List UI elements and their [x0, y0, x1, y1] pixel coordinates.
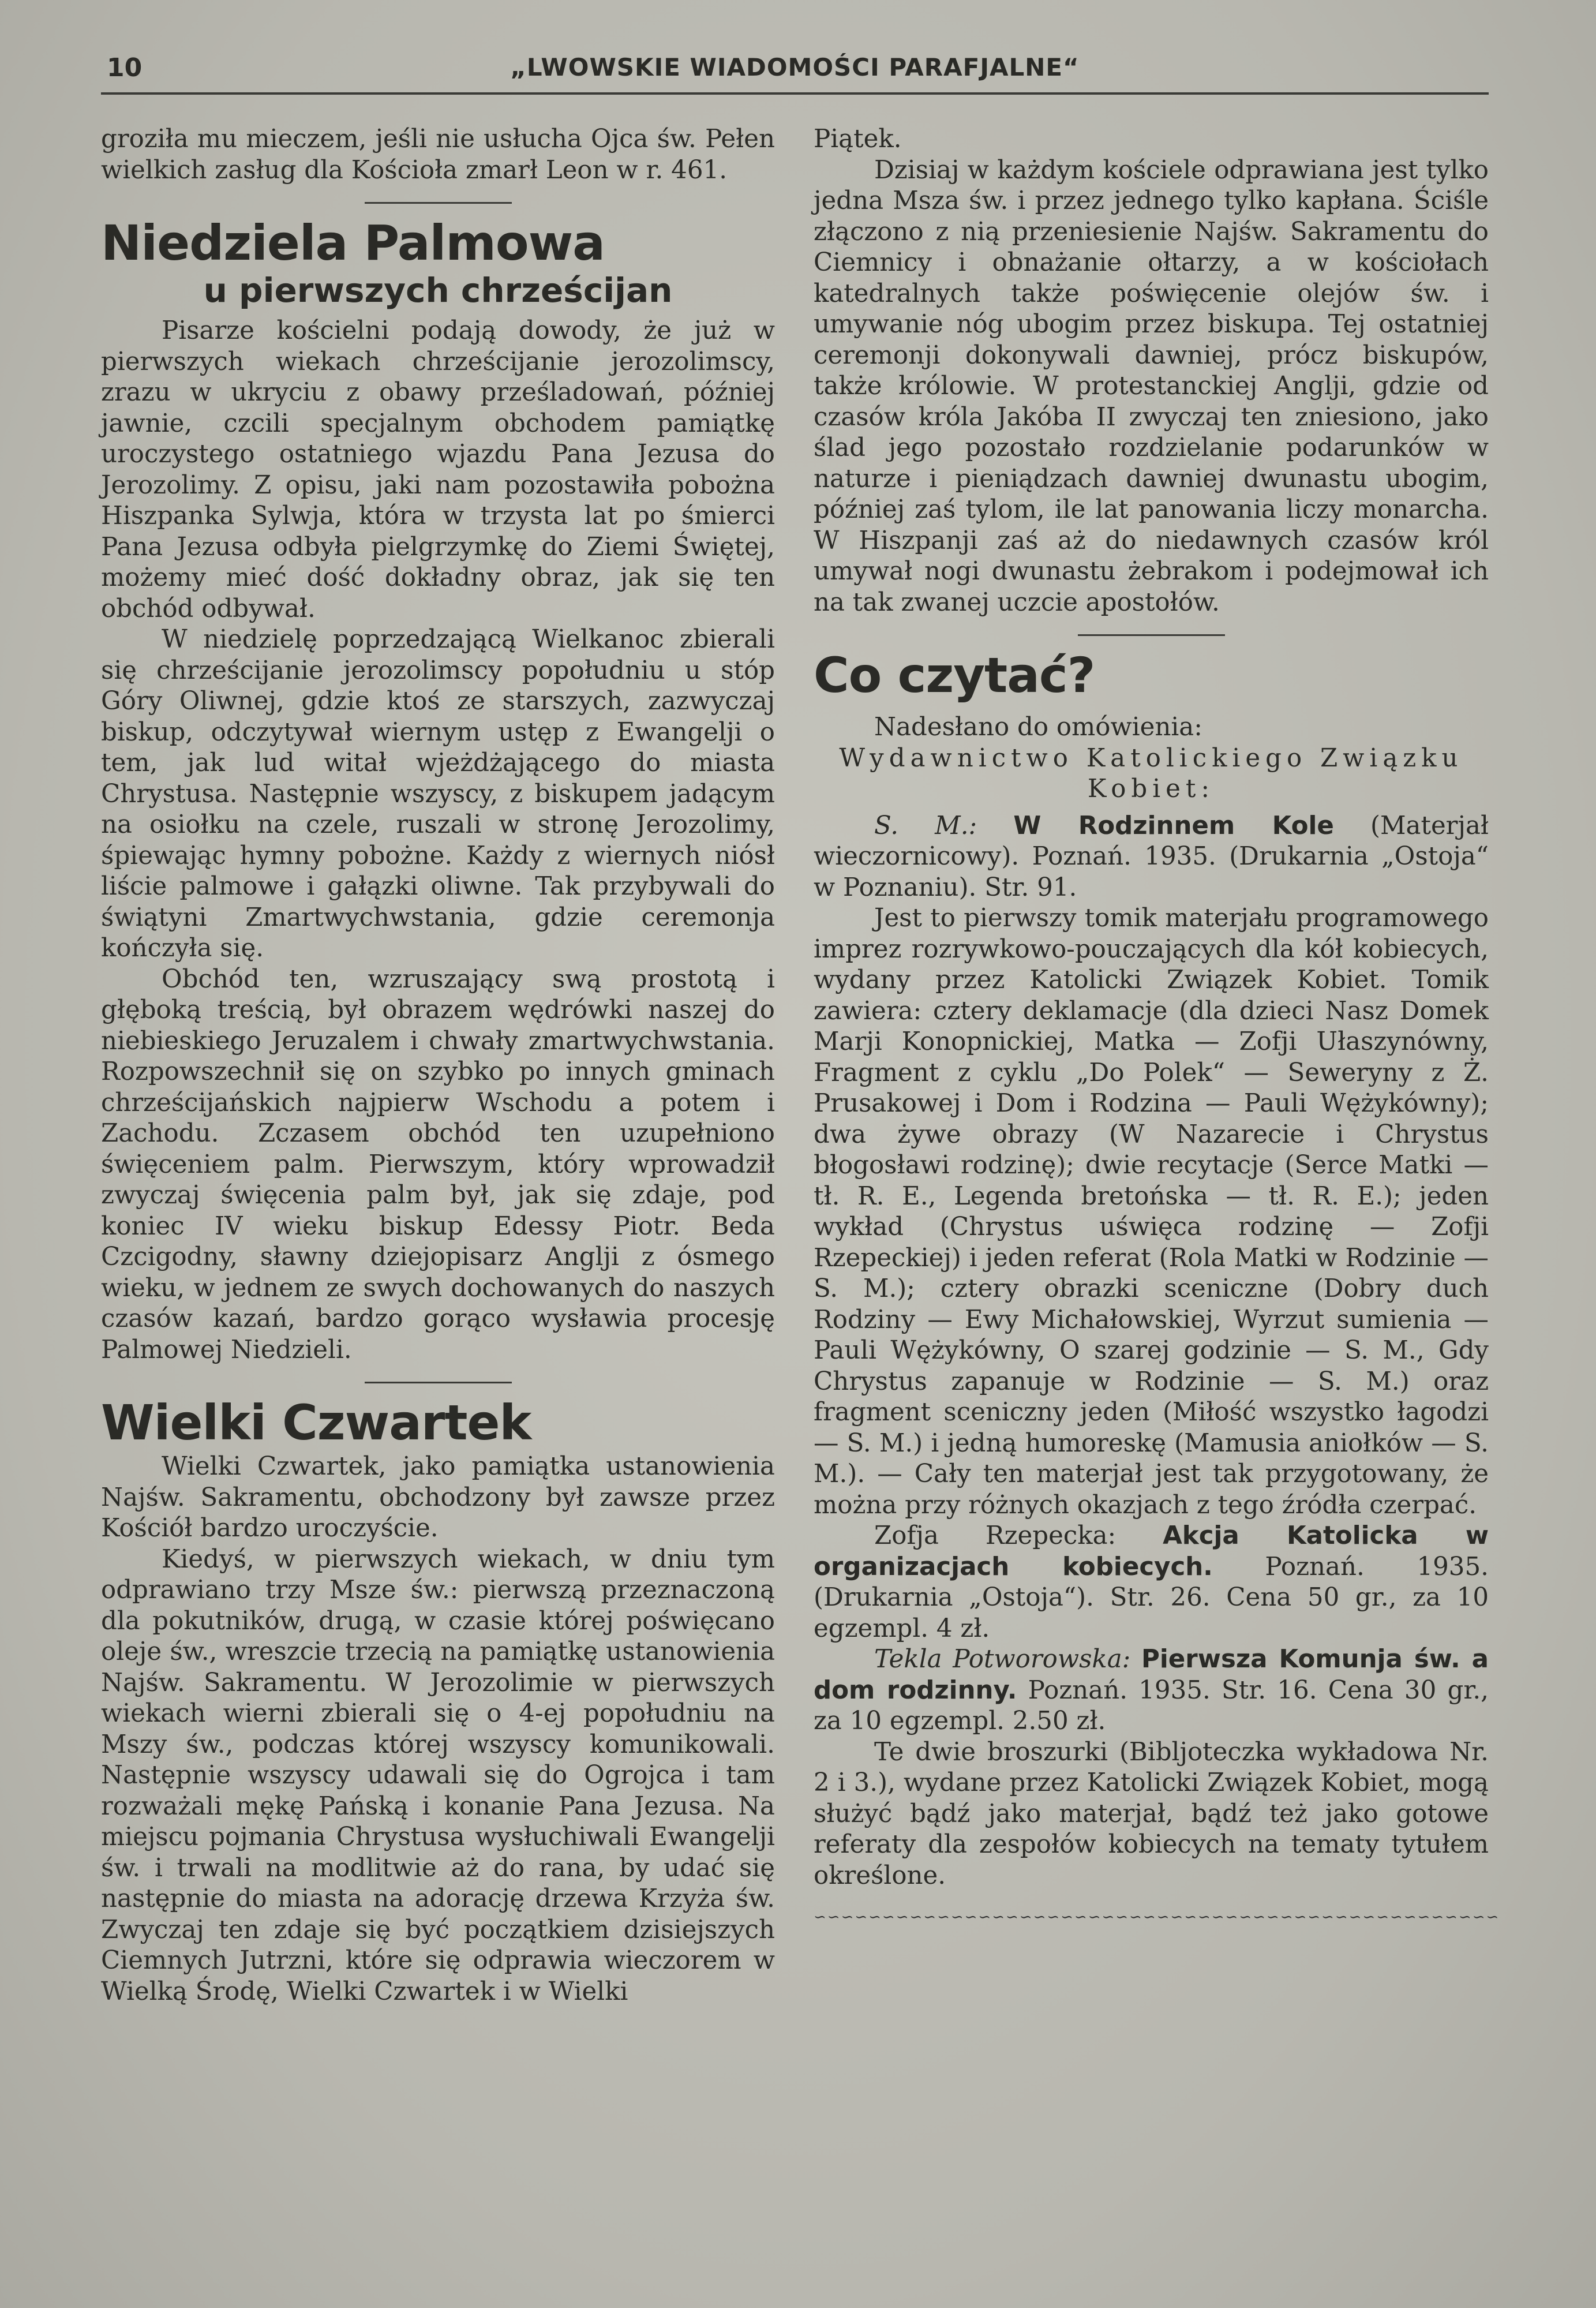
running-title: „LWOWSKIE WIADOMOŚCI PARAFJALNE“	[510, 53, 1080, 81]
review-book-title: W Rodzinnem Kole	[1013, 811, 1334, 840]
paragraph: W niedzielę poprzedzającą Wielkanoc zbierali się chrześcijanie jerozolimscy popołudniu u stóp Góry Oliwnej, gdzie ktoś ze starszych, zazwyczaj biskup, odczytywał wiernym ustęp z Ewangelji o tem, jak lud witał wjeżdżającego do miasta Chrystusa. Następnie wszyscy, z biskupem jadącym na osiołku na czele, ruszali w stronę Jerozolimy, śpiewając hymny pobożne. Każdy z wiernych niósł liście palmowe i gałązki oliwne. Tak przybywali do świątyni Zmartwychwstania, gdzie ceremonja kończyła się.	[101, 625, 775, 963]
right-column	[814, 124, 1500, 2227]
section-subtitle-palm-sunday: u pierwszych chrześcijan	[203, 271, 673, 310]
paragraph: Dzisiaj w każdym kościele odprawiana jest tylko jedna Msza św. i przez jednego tylko kapłana. Ściśle złączono z nią przeniesienie Najśw. Sakramentu do Ciemnicy i obnażanie ołtarzy, a w kościołach katedralnych także poświęcenie olejów św. i umywanie nóg ubogim przez biskupa. Tej ostatniej ceremonji dokonywali dawniej, prócz biskupów, także królowie. W protestanckiej Anglji, gdzie od czasów króla Jakóba II zwyczaj ten zniesiono, jako ślad jego pozostało rozdzielanie podarunków w naturze i pieniądzach dawniej dwunastu ubogim, później zaś tylom, ile lat panowania liczy monarcha. W Hiszpanji zaś aż do niedawnych czasów król umywał nogi dwunastu żebrakom i podejmował ich na tak zwanej uczcie apostołów.	[814, 155, 1489, 617]
review-entry-2	[814, 1521, 1489, 1644]
paragraph: Pisarze kościelni podają dowody, że już w pierwszych wiekach chrześcijanie jerozolimscy, zrazu w ukryciu z obawy prześladowań, później jawnie, czcili specjalnym obchodem pamiątkę uroczystego ostatniego wjazdu Pana Jezusa do Jerozolimy. Z opisu, jaki nam pozostawiła pobożna Hiszpanka Sylwja, która w trzysta lat po śmierci Pana Jezusa odbyła pielgrzymkę do Ziemi Świętej, możemy mieć dość dokładny obraz, jak się ten obchód odbywał.	[101, 316, 775, 623]
divider-rule	[365, 1382, 512, 1383]
section-title-palm-sunday: Niedziela Palmowa	[101, 215, 605, 271]
review-details: Poznań. 1935. (Drukarnia „Ostoja“). Str. 26. Cena 50 gr., za 10 egzempl. 4 zł.	[814, 1552, 1489, 1643]
review-book-title: Akcja Katolicka w organizacjach kobiecych.	[814, 1521, 1489, 1581]
page-number: 10	[107, 53, 143, 83]
ornament-divider: ∽∽∽∽∽∽∽∽∽∽∽∽∽∽∽∽∽∽∽∽∽∽∽∽∽∽∽∽∽∽∽∽∽∽∽∽∽∽∽∽∽∽∽∽∽∽∽∽∽∽	[814, 1909, 1500, 1926]
section-title-holy-thursday: Wielki Czwartek	[101, 1394, 531, 1451]
review-details: Poznań. 1935. Str. 16. Cena 30 gr., za 10 egzempl. 2.50 zł.	[814, 1675, 1489, 1735]
review-book-title: Pierwsza Komunja św. a dom rodzinny.	[814, 1645, 1489, 1705]
review-author: Tekla Potworowska:	[874, 1645, 1131, 1674]
page-header	[101, 46, 1489, 95]
publisher-line: Wydawnictwo Katolickiego Związku Kobiet:	[839, 743, 1463, 803]
review-author: S. M.:	[874, 811, 977, 840]
review-entry-3	[814, 1644, 1489, 1737]
review-entry-1	[814, 811, 1489, 904]
paragraph: Wielki Czwartek, jako pamiątka ustanowienia Najśw. Sakramentu, obchodzony był zawsze przez Kościół bardzo uroczyście.	[101, 1452, 775, 1543]
paragraph: Kiedyś, w pierwszych wiekach, w dniu tym odprawiano trzy Msze św.: pierwszą przeznaczoną dla pokutników, drugą, w czasie której poświęcano oleje św., wreszcie trzecią na pamiątkę ustanowienia Najśw. Sakramentu. W Jerozolimie w pierwszych wiekach wierni zbierali się o 4-ej popołudniu na Mszy św., podczas której wszyscy komunikowali. Następnie wszyscy udawali się do Ogrojca i tam rozważali mękę Pańską i konanie Pana Jezusa. Na miejscu pojmania Chrystusa wysłuchiwali Ewangelji św. i trwali na modlitwie aż do rana, by udać się następnie do miasta na adorację drzewa Krzyża św. Zwyczaj ten zdaje się być początkiem dzisiejszych Ciemnych Jutrzni, które się odprawia wieczorem w Wielką Środę, Wielki Czwartek i w Wielki	[101, 1544, 775, 2006]
section-title-what-to-read: Co czytać?	[814, 647, 1095, 704]
review-author: Zofja Rzepecka:	[874, 1521, 1117, 1550]
closing-paragraph: Te dwie broszurki (Bibljoteczka wykładowa Nr. 2 i 3.), wydane przez Katolicki Związek Kobiet, mogą służyć bądź jako materjał, bądź też jako gotowe referaty dla zespołów kobiecych na tematy tytułem określone.	[814, 1737, 1489, 1890]
divider-rule	[1078, 634, 1225, 636]
paragraph: Obchód ten, wzruszający swą prostotą i głęboką treścią, był obrazem wędrówki naszej do niebieskiego Jeruzalem i chwały zmartwychwstania. Rozpowszechnił się on szybko po innych gminach chrześcijańskich najpierw Wschodu a potem i Zachodu. Zczasem obchód ten uzupełniono święceniem palm. Pierwszym, który wprowadził zwyczaj święcenia palm był, jak się zdaje, pod koniec IV wieku biskup Edessy Piotr. Beda Czcigodny, sławny dziejopisarz Anglji z ósmego wieku, w jednem ze swych dochowanych do naszych czasów kazań, bardzo gorąco wysławia procesję Palmowej Niedzieli.	[101, 964, 775, 1364]
continuation-word: Piątek.	[814, 125, 902, 154]
review-details: (Materjał wieczornicowy). Poznań. 1935. (Drukarnia „Ostoja“ w Poznaniu). Str. 91.	[814, 811, 1489, 902]
review-body: Jest to pierwszy tomik materjału programowego imprez rozrywkowo-pouczających dla kół kobiecych, wydany przez Katolicki Związek Kobiet. Tomik zawiera: cztery deklamacje (dla dzieci Nasz Domek Marji Konopnickiej, Matka — Zofji Ułaszynówny, Fragment z cyklu „Do Polek“ — Seweryny z Ż. Prusakowej i Dom i Rodzina — Pauli Wężykówny); dwa żywe obrazy (W Nazarecie i Chrystus błogosławi rodzinę); dwie recytacje (Serce Matki — tł. R. E., Legenda bretońska — tł. R. E.); jeden wykład (Chrystus uświęca rodzinę — Zofji Rzepeckiej) i jeden referat (Rola Matki w Rodzinie — S. M.); cztery obrazki sceniczne (Dobry duch Rodziny — Ewy Michałowskiej, Wyrzut sumienia — Pauli Wężykówny, O szarej godzinie — S. M., Gdy Chrystus zapanuje w Rodzinie — S. M.) oraz fragment sceniczny jeden (Miłość wszystko łagodzi — S. M.) i jedną humoreskę (Mamusia aniołków — S. M.). — Cały ten materjał jest tak przygotowany, że można przy różnych okazjach z tego źródła czerpać.	[814, 904, 1489, 1520]
left-column	[101, 124, 775, 2227]
divider-rule	[365, 202, 512, 204]
sent-for-review-line: Nadesłano do omówienia:	[874, 713, 1202, 742]
intro-paragraph: groziła mu mieczem, jeśli nie usłucha Ojca św. Pełen wielkich zasług dla Kościoła zmarł Leon w r. 461.	[101, 125, 775, 185]
